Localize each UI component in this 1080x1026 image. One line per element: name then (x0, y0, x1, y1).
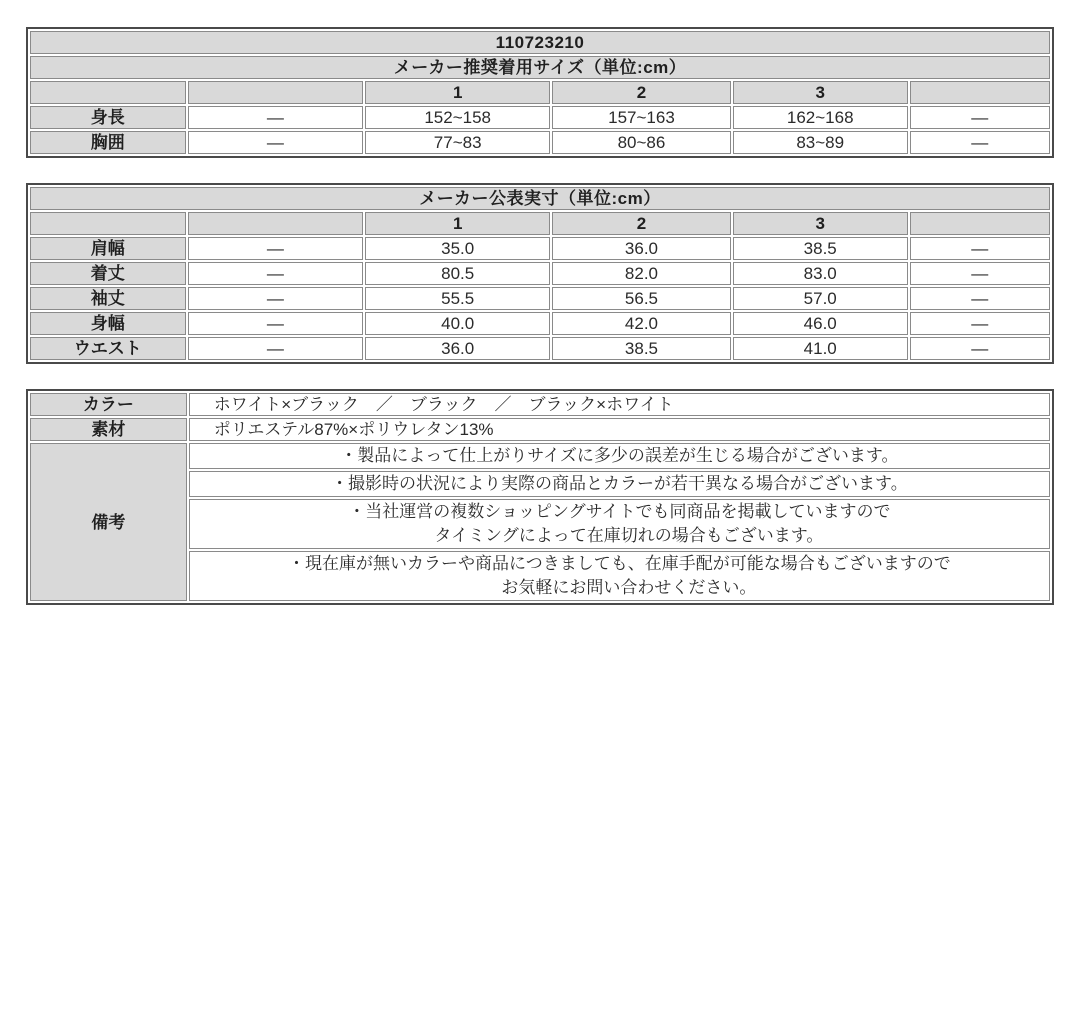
table-row (30, 131, 1050, 154)
measurement-value: 157~163 (552, 106, 731, 129)
note-text: ・現在庫が無いカラーや商品につきましても、在庫手配が可能な場合もございますので (288, 554, 951, 573)
size-header-row (30, 212, 1050, 235)
measurement-value: — (910, 106, 1050, 129)
measurement-value: — (188, 262, 364, 285)
table-row (30, 262, 1050, 285)
empty-header-cell (910, 212, 1050, 235)
table-row (30, 287, 1050, 310)
note-item (189, 499, 1050, 549)
size-column-header-1: 1 (365, 81, 550, 104)
measurement-label: 肩幅 (30, 237, 186, 260)
table-row (30, 337, 1050, 360)
material-value: ポリエステル87%×ポリウレタン13% (189, 418, 1050, 441)
measurement-value: 56.5 (552, 287, 731, 310)
measurement-value: — (910, 287, 1050, 310)
measurement-label: 身長 (30, 106, 186, 129)
size-column-header-2: 2 (552, 212, 731, 235)
measurement-value: 38.5 (552, 337, 731, 360)
measurement-value: — (910, 312, 1050, 335)
measurement-value: — (188, 312, 364, 335)
size-column-header-3: 3 (733, 81, 908, 104)
note-text: お気軽にお問い合わせください。 (501, 578, 757, 597)
size-column-header-1: 1 (365, 212, 550, 235)
note-text: ・当社運営の複数ショッピングサイトでも同商品を掲載していますので (348, 502, 891, 521)
measurement-value: 40.0 (365, 312, 550, 335)
table-row (30, 312, 1050, 335)
note-text: タイミングによって在庫切れの場合もございます。 (434, 526, 824, 545)
note-item (189, 471, 1050, 497)
measurement-value: 38.5 (733, 237, 908, 260)
measurement-value: 46.0 (733, 312, 908, 335)
note-text: ・製品によって仕上がりサイズに多少の誤差が生じる場合がございます。 (340, 446, 899, 465)
color-row (30, 393, 1050, 416)
actual-size-table (26, 183, 1054, 364)
measurement-value: 152~158 (365, 106, 550, 129)
empty-header-cell (188, 81, 364, 104)
size-header-row (30, 81, 1050, 104)
measurement-value: — (188, 237, 364, 260)
table-row (30, 237, 1050, 260)
notes-label: 備考 (30, 443, 187, 601)
size-column-header-3: 3 (733, 212, 908, 235)
notes-row (30, 443, 1050, 469)
color-value: ホワイト×ブラック ／ ブラック ／ ブラック×ホワイト (189, 393, 1050, 416)
product-code-row (30, 31, 1050, 54)
note-text: ・撮影時の状況により実際の商品とカラーが若干異なる場合がございます。 (331, 474, 908, 493)
size-spec-sheet (26, 27, 1054, 605)
measurement-value: — (910, 337, 1050, 360)
product-details-table (26, 389, 1054, 605)
measurement-value: 36.0 (365, 337, 550, 360)
measurement-value: 162~168 (733, 106, 908, 129)
measurement-value: 83.0 (733, 262, 908, 285)
measurement-value: 83~89 (733, 131, 908, 154)
empty-header-cell (188, 212, 364, 235)
measurement-value: 41.0 (733, 337, 908, 360)
measurement-value: — (188, 287, 364, 310)
measurement-label: 胸囲 (30, 131, 186, 154)
empty-header-cell (910, 81, 1050, 104)
measurement-value: — (188, 337, 364, 360)
measurement-label: ウエスト (30, 337, 186, 360)
measurement-value: — (188, 131, 364, 154)
measurement-value: — (910, 237, 1050, 260)
measurement-value: — (910, 131, 1050, 154)
measurement-value: 35.0 (365, 237, 550, 260)
table-row (30, 106, 1050, 129)
recommended-size-title: メーカー推奨着用サイズ（単位:cm） (30, 56, 1050, 79)
measurement-value: 82.0 (552, 262, 731, 285)
corner-cell (30, 212, 186, 235)
measurement-value: — (188, 106, 364, 129)
material-label: 素材 (30, 418, 187, 441)
note-item (189, 443, 1050, 469)
measurement-label: 身幅 (30, 312, 186, 335)
recommended-size-title-row (30, 56, 1050, 79)
color-label: カラー (30, 393, 187, 416)
measurement-value: 36.0 (552, 237, 731, 260)
measurement-label: 袖丈 (30, 287, 186, 310)
size-column-header-2: 2 (552, 81, 731, 104)
recommended-size-table (26, 27, 1054, 158)
corner-cell (30, 81, 186, 104)
measurement-value: 77~83 (365, 131, 550, 154)
measurement-value: 42.0 (552, 312, 731, 335)
measurement-value: 57.0 (733, 287, 908, 310)
product-code: 110723210 (30, 31, 1050, 54)
measurement-value: 55.5 (365, 287, 550, 310)
note-item (189, 551, 1050, 601)
measurement-value: 80.5 (365, 262, 550, 285)
measurement-label: 着丈 (30, 262, 186, 285)
material-row (30, 418, 1050, 441)
actual-size-title-row (30, 187, 1050, 210)
actual-size-title: メーカー公表実寸（単位:cm） (30, 187, 1050, 210)
measurement-value: — (910, 262, 1050, 285)
measurement-value: 80~86 (552, 131, 731, 154)
